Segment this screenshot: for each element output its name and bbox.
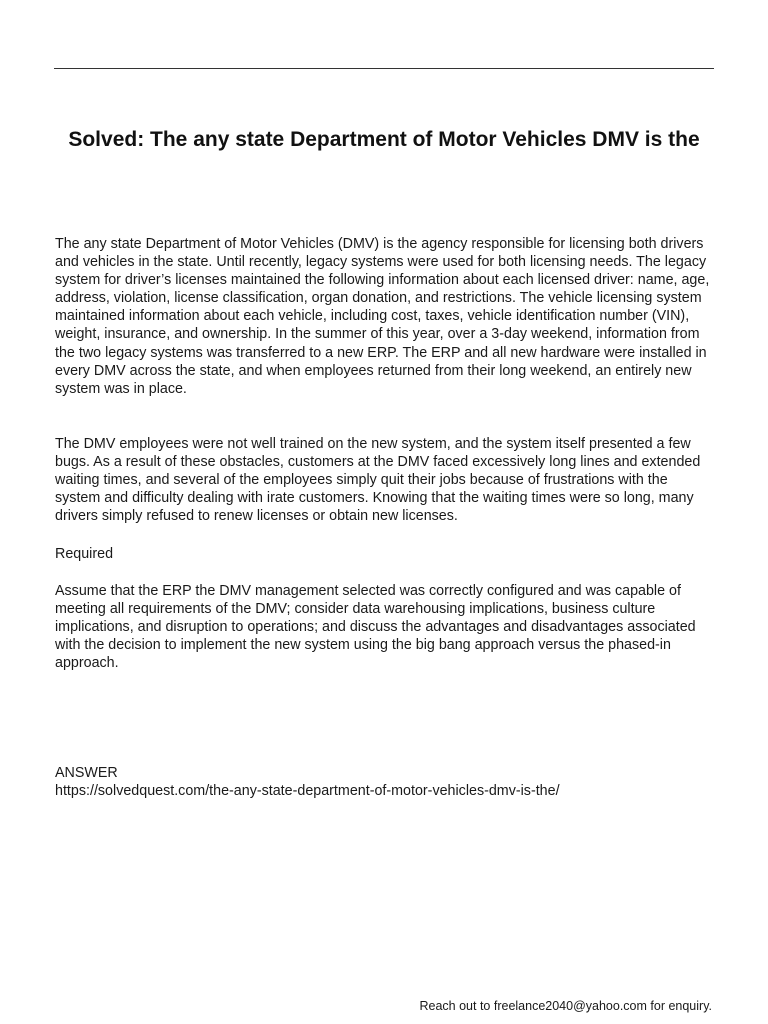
- paragraph-problems: The DMV employees were not well trained on the new system, and the system itself presented a few bugs. As a result of these obstacles, customers at the DMV faced excessively long lines and extended waiting times, and several of the employees simply quit their jobs because of frustrations with the system and difficulty dealing with irate customers. Knowing that the waiting times were so long, many drivers simply refused to renew licenses or obtain new licenses.: [55, 436, 701, 525]
- answer-label: ANSWER: [55, 765, 118, 781]
- required-heading: Required: [55, 546, 114, 562]
- paragraph-intro: The any state Department of Motor Vehicles (DMV) is the agency responsible for licensing both drivers and vehicles in the state. Until recently, legacy systems were used for both licensing needs. The legacy system for driver’s licenses maintained the following information about each licensed driver: name, age, address, violation, license classification, organ donation, and restrictions. The vehicle licensing system maintained information about each vehicle, including cost, taxes, vehicle identification number (VIN), weight, insurance, and ownership. In the summer of this year, over a 3-day weekend, information from the two legacy systems was transferred to a new ERP. The ERP and all new hardware were installed in every DMV across the state, and when employees returned from their long weekend, an entirely new system was in place.: [55, 236, 710, 397]
- footer-contact-note: Reach out to freelance2040@yahoo.com for enquiry.: [419, 999, 712, 1013]
- answer-link[interactable]: https://solvedquest.com/the-any-state-department-of-motor-vehicles-dmv-is-the/: [55, 783, 560, 799]
- paragraph-question: Assume that the ERP the DMV management selected was correctly configured and was capable of meeting all requirements of the DMV; consider data warehousing implications, business culture implications, and disruption to operations; and discuss the advantages and disadvantages associated with the decision to implement the new system using the big bang approach versus the phased-in approach.: [55, 583, 696, 672]
- header-divider: [54, 68, 714, 69]
- page-title: Solved: The any state Department of Motor Vehicles DMV is the: [68, 128, 700, 151]
